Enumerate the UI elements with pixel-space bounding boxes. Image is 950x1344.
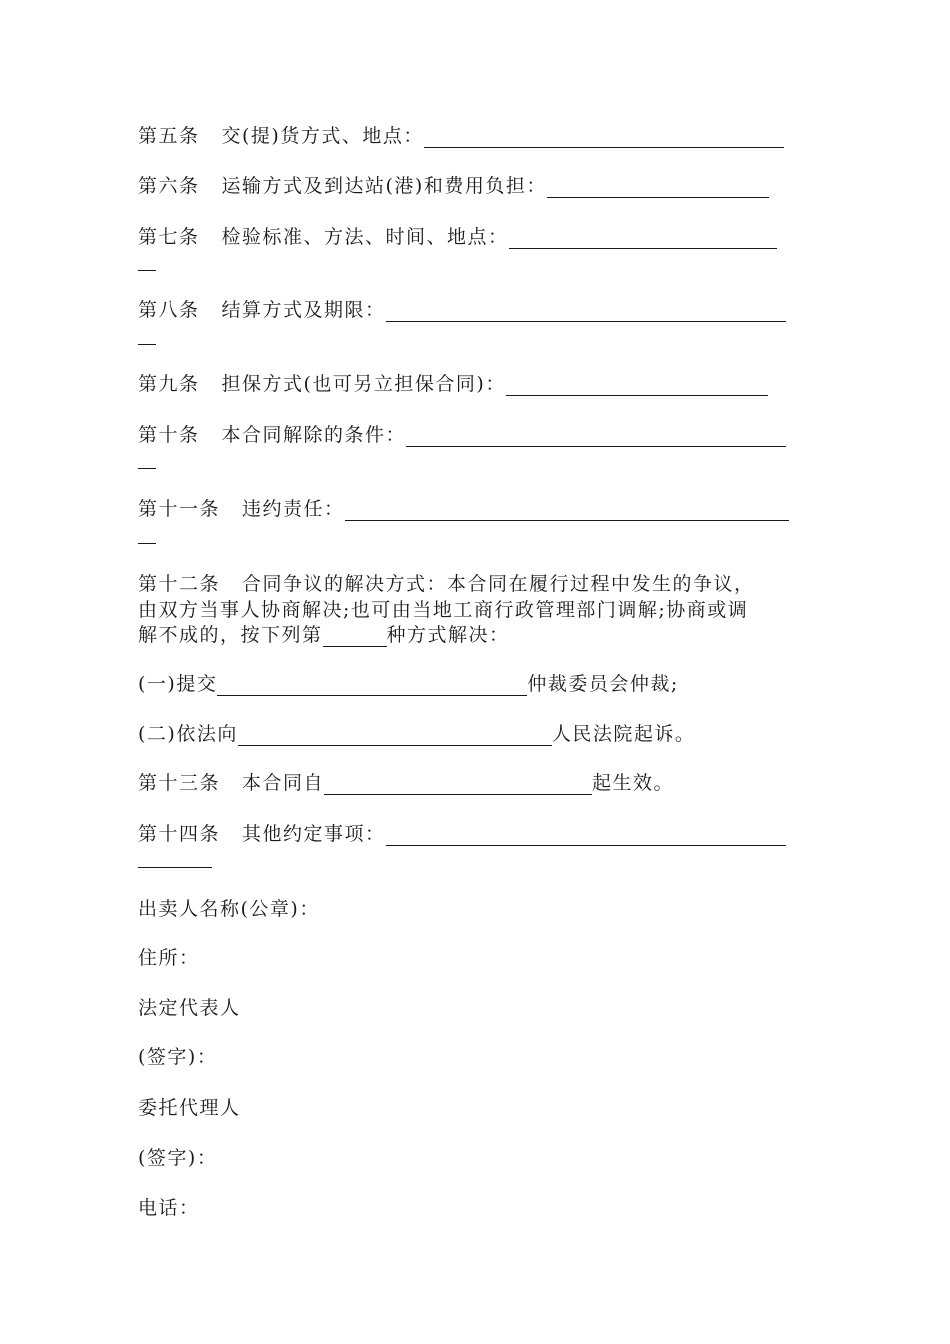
blank-line bbox=[386, 301, 786, 322]
article-text: 担保方式(也可另立担保合同)： bbox=[221, 373, 506, 395]
seller-legal-rep-signature-label: (签字)： bbox=[138, 1046, 218, 1068]
seller-address-label: 住所： bbox=[138, 947, 200, 969]
blank-line bbox=[506, 375, 768, 396]
article-6 bbox=[138, 174, 769, 198]
article-label: 第八条 bbox=[138, 299, 200, 321]
article-text: 本合同自 bbox=[242, 772, 325, 794]
article-label: 第七条 bbox=[138, 226, 200, 248]
article-8 bbox=[138, 298, 786, 322]
blank-line bbox=[217, 675, 527, 696]
article-label: 第十二条 bbox=[138, 573, 221, 595]
article-label: 第九条 bbox=[138, 373, 200, 395]
option-prefix: (二)依法向 bbox=[138, 723, 238, 745]
article-text: 本合同解除的条件： bbox=[221, 424, 407, 446]
blank-line bbox=[406, 426, 786, 447]
article-13 bbox=[138, 771, 674, 795]
blank-line bbox=[509, 228, 777, 249]
option-prefix: (一)提交 bbox=[138, 673, 218, 695]
article-text: 结算方式及期限： bbox=[221, 299, 386, 321]
article-label: 第六条 bbox=[138, 175, 200, 197]
blank-line bbox=[386, 825, 786, 846]
article-text-line-2: 由双方当事人协商解决;也可由当地工商行政管理部门调解;协商或调 bbox=[138, 599, 749, 621]
blank-line-wrap bbox=[138, 867, 212, 868]
article-text-suffix: 起生效。 bbox=[592, 772, 675, 794]
article-text: 检验标准、方法、时间、地点： bbox=[221, 226, 509, 248]
article-text: 交(提)货方式、地点： bbox=[221, 125, 424, 147]
seller-phone-label: 电话： bbox=[138, 1197, 200, 1219]
article-12 bbox=[138, 572, 755, 596]
seller-name-label: 出卖人名称(公章)： bbox=[138, 898, 320, 920]
article-label: 第十三条 bbox=[138, 772, 221, 794]
option-arbitration bbox=[138, 672, 679, 696]
blank-line-wrap bbox=[138, 543, 156, 544]
article-label: 第十条 bbox=[138, 424, 200, 446]
article-7 bbox=[138, 225, 777, 249]
article-text-line-3-suffix: 种方式解决： bbox=[386, 624, 510, 646]
blank-line-wrap bbox=[138, 468, 156, 469]
option-litigation bbox=[138, 722, 695, 746]
article-12-line-2 bbox=[138, 598, 748, 622]
blank-line-wrap bbox=[138, 344, 156, 345]
article-5 bbox=[138, 124, 784, 148]
blank-line bbox=[323, 626, 387, 647]
article-11 bbox=[138, 497, 789, 521]
article-14 bbox=[138, 822, 786, 846]
blank-line bbox=[345, 500, 789, 521]
seller-agent-label: 委托代理人 bbox=[138, 1097, 241, 1119]
article-text-line-3-prefix: 解不成的，按下列第 bbox=[138, 624, 323, 646]
article-label: 第十一条 bbox=[138, 498, 221, 520]
blank-line bbox=[424, 127, 784, 148]
blank-line-wrap bbox=[138, 270, 156, 271]
article-text: 运输方式及到达站(港)和费用负担： bbox=[221, 175, 547, 197]
article-12-line-3 bbox=[138, 623, 510, 647]
seller-agent-signature-label: (签字)： bbox=[138, 1147, 218, 1169]
blank-line bbox=[324, 774, 592, 795]
option-suffix: 仲裁委员会仲裁; bbox=[527, 673, 679, 695]
article-text: 违约责任： bbox=[242, 498, 345, 520]
article-label: 第十四条 bbox=[138, 823, 221, 845]
article-text-line-1: 合同争议的解决方式：本合同在履行过程中发生的争议， bbox=[242, 573, 755, 595]
seller-legal-rep-label: 法定代表人 bbox=[138, 997, 241, 1019]
article-9 bbox=[138, 372, 768, 396]
blank-line bbox=[238, 725, 552, 746]
article-text: 其他约定事项： bbox=[242, 823, 386, 845]
option-suffix: 人民法院起诉。 bbox=[551, 723, 696, 745]
blank-line bbox=[547, 177, 769, 198]
article-label: 第五条 bbox=[138, 125, 200, 147]
article-10 bbox=[138, 423, 786, 447]
